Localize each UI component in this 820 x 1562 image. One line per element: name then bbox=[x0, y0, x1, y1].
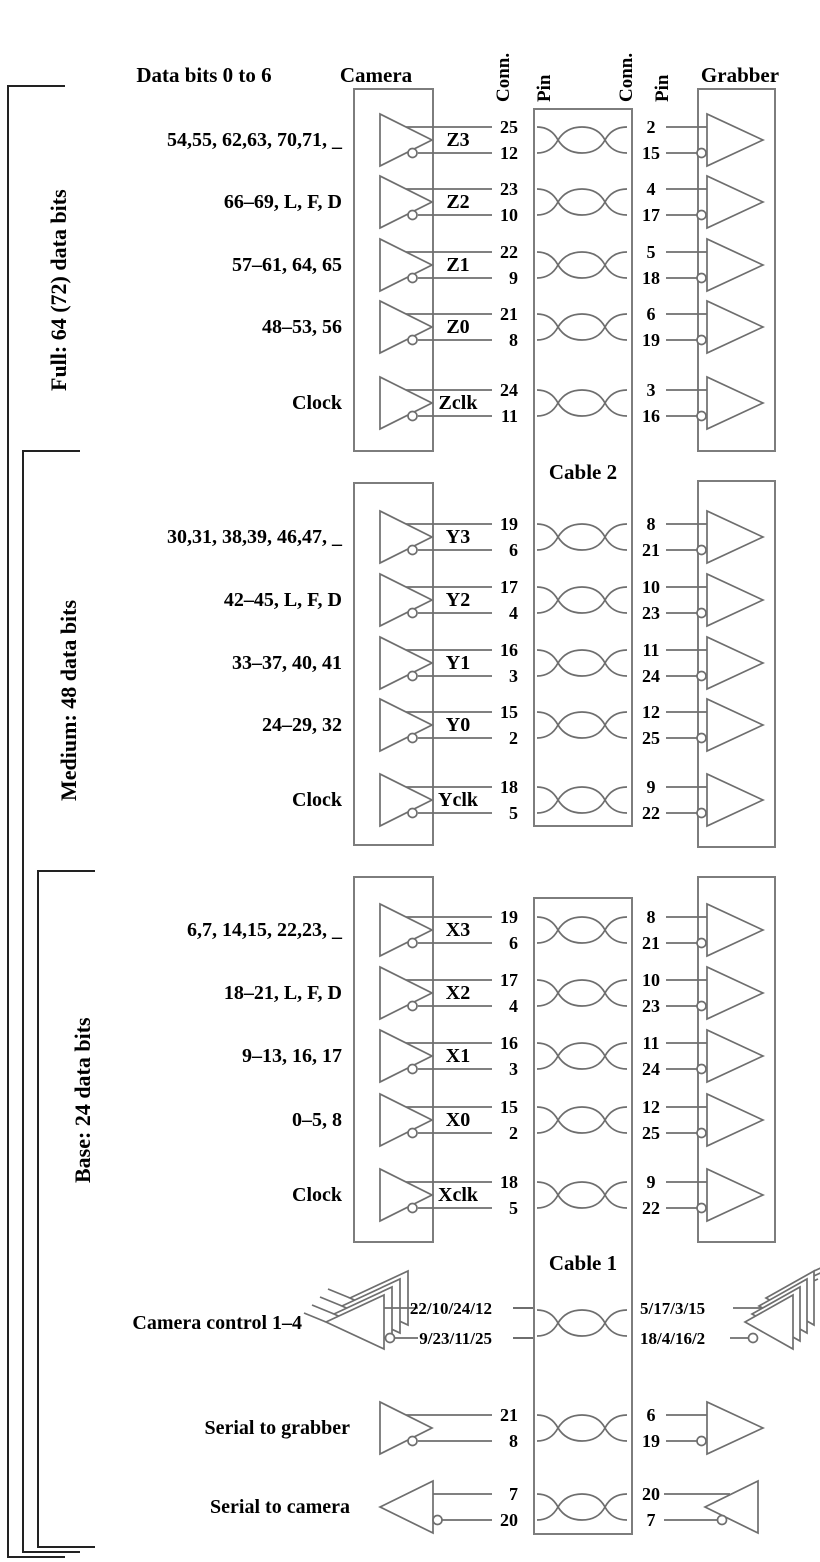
section-label-base: Base: 24 data bits bbox=[70, 1017, 95, 1183]
grabber-pin-bottom-x2: 23 bbox=[642, 996, 660, 1016]
twisted-pair-icon bbox=[537, 975, 627, 1011]
grabber-pin-bottom-z3: 15 bbox=[642, 143, 660, 163]
grabber-pin-top-z1: 5 bbox=[646, 242, 656, 262]
camera-control-buffers-camera-icon bbox=[300, 1268, 442, 1380]
camera-pin-top-x3: 19 bbox=[500, 907, 518, 927]
signal-name-y1: Y1 bbox=[445, 652, 471, 674]
grabber-pin-top-x3: 8 bbox=[646, 907, 656, 927]
signal-name-y3: Y3 bbox=[445, 526, 471, 548]
camera-control-stub-bottom bbox=[513, 1337, 533, 1339]
camera-pin-bottom-y1: 3 bbox=[509, 666, 518, 686]
row-label-y0: 24–29, 32 bbox=[262, 714, 342, 736]
camera-pin-bottom-y3: 6 bbox=[509, 540, 518, 560]
camera-pin-bottom-x0: 2 bbox=[509, 1123, 518, 1143]
signal-name-xclk: Xclk bbox=[438, 1184, 478, 1206]
camera-pin-top-x1: 16 bbox=[500, 1033, 518, 1053]
serial-to-camera-grabber-pin-bottom: 7 bbox=[646, 1510, 656, 1530]
camera-pin-top-y0: 15 bbox=[500, 702, 518, 722]
camera-control-camera-pin-top: 22/10/24/12 bbox=[409, 1299, 492, 1318]
row-label-yclk: Clock bbox=[292, 789, 342, 811]
camera-pin-top-y3: 19 bbox=[500, 514, 518, 534]
signal-name-x2: X2 bbox=[445, 982, 471, 1004]
camera-pin-top-z2: 23 bbox=[500, 179, 518, 199]
twisted-pair-icon bbox=[537, 519, 627, 555]
signal-name-y2: Y2 bbox=[445, 589, 471, 611]
row-label-xclk: Clock bbox=[292, 1184, 342, 1206]
twisted-pair-icon bbox=[537, 122, 627, 158]
grabber-buffer-icon-z2 bbox=[664, 170, 776, 234]
serial-to-camera-camera-pin-bottom: 20 bbox=[500, 1510, 518, 1530]
bracket-full-line bbox=[7, 85, 9, 1558]
grabber-buffer-icon-yclk bbox=[664, 768, 776, 832]
bracket-medium-line bbox=[22, 450, 24, 1553]
serial-to-camera-grabber-pin-top: 20 bbox=[642, 1484, 660, 1504]
signal-name-x3: X3 bbox=[445, 919, 471, 941]
bracket-base-bottom-arm bbox=[37, 1546, 95, 1548]
cable1-label: Cable 1 bbox=[548, 1251, 618, 1275]
twisted-pair-icon bbox=[537, 385, 627, 421]
row-label-x3: 6,7, 14,15, 22,23, _ bbox=[187, 919, 342, 941]
camera-pin-top-xclk: 18 bbox=[500, 1172, 518, 1192]
section-label-medium: Medium: 48 data bits bbox=[56, 599, 81, 801]
grabber-pin-bottom-yclk: 22 bbox=[642, 803, 660, 823]
grabber-buffer-icon-zclk bbox=[664, 371, 776, 435]
camera-pin-bottom-yclk: 5 bbox=[509, 803, 518, 823]
row-label-z0: 48–53, 56 bbox=[262, 316, 342, 338]
grabber-pin-bottom-y1: 24 bbox=[642, 666, 660, 686]
bracket-base-line bbox=[37, 870, 39, 1548]
grabber-buffer-icon-x0 bbox=[664, 1088, 776, 1152]
camera-pin-bottom-z2: 10 bbox=[500, 205, 518, 225]
row-label-x0: 0–5, 8 bbox=[292, 1109, 342, 1131]
grabber-pin-bottom-xclk: 22 bbox=[642, 1198, 660, 1218]
grabber-buffer-icon-xclk bbox=[664, 1163, 776, 1227]
serial-to-camera-label: Serial to camera bbox=[210, 1496, 350, 1518]
camera-pin-top-zclk: 24 bbox=[500, 380, 518, 400]
twisted-pair-icon bbox=[537, 1489, 627, 1525]
twisted-pair-icon bbox=[537, 1102, 627, 1138]
camera-pin-top-z0: 21 bbox=[500, 304, 518, 324]
grabber-pin-top-y0: 12 bbox=[642, 702, 660, 722]
grabber-pin-top-z0: 6 bbox=[646, 304, 656, 324]
camera-pin-bottom-z1: 9 bbox=[509, 268, 518, 288]
serial-to-grabber-camera-pin-bottom: 8 bbox=[509, 1431, 518, 1451]
grabber-pin-top-x1: 11 bbox=[642, 1033, 660, 1053]
camera-pin-bottom-xclk: 5 bbox=[509, 1198, 518, 1218]
header-camera: Camera bbox=[339, 63, 413, 87]
twisted-pair-icon bbox=[537, 1038, 627, 1074]
twisted-pair-icon bbox=[537, 184, 627, 220]
grabber-buffer-icon-y0 bbox=[664, 693, 776, 757]
grabber-pin-top-z2: 4 bbox=[646, 179, 656, 199]
twisted-pair-icon bbox=[537, 707, 627, 743]
camera-pin-top-x0: 15 bbox=[500, 1097, 518, 1117]
grabber-pin-bottom-x1: 24 bbox=[642, 1059, 660, 1079]
grabber-pin-bottom-z0: 19 bbox=[642, 330, 660, 350]
twisted-pair-icon bbox=[537, 782, 627, 818]
grabber-pin-top-x0: 12 bbox=[642, 1097, 660, 1117]
serial-to-grabber-grabber-buffer-icon bbox=[664, 1396, 776, 1460]
grabber-buffer-icon-z3 bbox=[664, 108, 776, 172]
header-pin-left: Pin bbox=[534, 74, 555, 102]
header-conn-left: Conn. bbox=[493, 52, 514, 102]
signal-name-y0: Y0 bbox=[445, 714, 471, 736]
camera-pin-top-yclk: 18 bbox=[500, 777, 518, 797]
camera-pin-bottom-y2: 4 bbox=[509, 603, 518, 623]
signal-name-z2: Z2 bbox=[446, 191, 470, 213]
grabber-buffer-icon-x2 bbox=[664, 961, 776, 1025]
twisted-pair-icon bbox=[537, 1410, 627, 1446]
camera-pin-top-y1: 16 bbox=[500, 640, 518, 660]
row-label-zclk: Clock bbox=[292, 392, 342, 414]
signal-name-zclk: Zclk bbox=[438, 392, 478, 414]
signal-name-yclk: Yclk bbox=[438, 789, 478, 811]
camera-pin-bottom-x1: 3 bbox=[509, 1059, 518, 1079]
serial-to-grabber-grabber-pin-top: 6 bbox=[646, 1405, 656, 1425]
camera-control-buffers-grabber-icon bbox=[705, 1258, 820, 1380]
grabber-buffer-icon-y2 bbox=[664, 568, 776, 632]
grabber-buffer-icon-x3 bbox=[664, 898, 776, 962]
signal-name-z1: Z1 bbox=[446, 254, 470, 276]
grabber-pin-top-yclk: 9 bbox=[646, 777, 656, 797]
twisted-pair-icon bbox=[537, 912, 627, 948]
grabber-pin-top-y1: 11 bbox=[642, 640, 660, 660]
bracket-base-top-arm bbox=[37, 870, 95, 872]
row-label-y1: 33–37, 40, 41 bbox=[232, 652, 342, 674]
bracket-full-top-arm bbox=[7, 85, 65, 87]
row-label-y3: 30,31, 38,39, 46,47, _ bbox=[167, 526, 342, 548]
grabber-pin-top-xclk: 9 bbox=[646, 1172, 656, 1192]
grabber-pin-bottom-y2: 23 bbox=[642, 603, 660, 623]
grabber-pin-bottom-y3: 21 bbox=[642, 540, 660, 560]
section-label-full: Full: 64 (72) data bits bbox=[46, 189, 71, 391]
twisted-pair-icon bbox=[537, 1305, 627, 1341]
camera-pin-top-y2: 17 bbox=[500, 577, 518, 597]
grabber-pin-top-y3: 8 bbox=[646, 514, 656, 534]
twisted-pair-icon bbox=[537, 309, 627, 345]
header-data-bits: Data bits 0 to 6 bbox=[136, 63, 272, 87]
grabber-buffer-icon-z0 bbox=[664, 295, 776, 359]
row-label-y2: 42–45, L, F, D bbox=[223, 589, 342, 611]
camera-pin-bottom-x2: 4 bbox=[509, 996, 518, 1016]
camera-pin-bottom-zclk: 11 bbox=[500, 406, 518, 426]
camera-pin-bottom-x3: 6 bbox=[509, 933, 518, 953]
row-label-z2: 66–69, L, F, D bbox=[223, 191, 342, 213]
bracket-medium-bottom-arm bbox=[22, 1551, 80, 1553]
twisted-pair-icon bbox=[537, 582, 627, 618]
twisted-pair-icon bbox=[537, 645, 627, 681]
grabber-buffer-icon-y3 bbox=[664, 505, 776, 569]
serial-to-grabber-camera-pin-top: 21 bbox=[500, 1405, 518, 1425]
camera-control-camera-pin-bottom: 9/23/11/25 bbox=[419, 1329, 492, 1348]
grabber-pin-bottom-z1: 18 bbox=[642, 268, 660, 288]
header-conn-right: Conn. bbox=[616, 52, 637, 102]
camera-control-grabber-pin-top: 5/17/3/15 bbox=[640, 1299, 706, 1318]
bracket-medium-top-arm bbox=[22, 450, 80, 452]
twisted-pair-icon bbox=[537, 247, 627, 283]
header-grabber: Grabber bbox=[700, 63, 780, 87]
serial-to-grabber-grabber-pin-bottom: 19 bbox=[642, 1431, 660, 1451]
camera-pin-top-z3: 25 bbox=[500, 117, 518, 137]
serial-to-camera-grabber-buffer-icon bbox=[664, 1475, 790, 1539]
grabber-pin-top-zclk: 3 bbox=[646, 380, 656, 400]
grabber-pin-bottom-x3: 21 bbox=[642, 933, 660, 953]
camera-pin-top-z1: 22 bbox=[500, 242, 518, 262]
row-label-z3: 54,55, 62,63, 70,71, _ bbox=[167, 129, 342, 151]
camera-pin-bottom-z3: 12 bbox=[500, 143, 518, 163]
grabber-buffer-icon-z1 bbox=[664, 233, 776, 297]
twisted-pair-icon bbox=[537, 1177, 627, 1213]
signal-name-x0: X0 bbox=[445, 1109, 471, 1131]
signal-name-z3: Z3 bbox=[446, 129, 470, 151]
camera-control-stub-top bbox=[513, 1307, 533, 1309]
grabber-pin-bottom-x0: 25 bbox=[642, 1123, 660, 1143]
signal-name-z0: Z0 bbox=[446, 316, 470, 338]
grabber-pin-top-x2: 10 bbox=[642, 970, 660, 990]
grabber-pin-top-z3: 2 bbox=[646, 117, 656, 137]
grabber-pin-bottom-zclk: 16 bbox=[642, 406, 660, 426]
grabber-buffer-icon-y1 bbox=[664, 631, 776, 695]
header-pin-right: Pin bbox=[652, 74, 673, 102]
camera-pin-bottom-z0: 8 bbox=[509, 330, 518, 350]
row-label-z1: 57–61, 64, 65 bbox=[232, 254, 342, 276]
grabber-pin-bottom-z2: 17 bbox=[642, 205, 660, 225]
row-label-x1: 9–13, 16, 17 bbox=[242, 1045, 342, 1067]
cable2-label: Cable 2 bbox=[548, 460, 618, 484]
grabber-pin-bottom-y0: 25 bbox=[642, 728, 660, 748]
grabber-buffer-icon-x1 bbox=[664, 1024, 776, 1088]
row-label-x2: 18–21, L, F, D bbox=[223, 982, 342, 1004]
camera-control-grabber-pin-bottom: 18/4/16/2 bbox=[640, 1329, 706, 1348]
camera-pin-bottom-y0: 2 bbox=[509, 728, 518, 748]
camera-control-label: Camera control 1–4 bbox=[132, 1312, 302, 1334]
bracket-full-bottom-arm bbox=[7, 1556, 65, 1558]
signal-name-x1: X1 bbox=[445, 1045, 471, 1067]
serial-to-grabber-label: Serial to grabber bbox=[204, 1417, 350, 1439]
serial-to-camera-camera-pin-top: 7 bbox=[509, 1484, 518, 1504]
grabber-pin-top-y2: 10 bbox=[642, 577, 660, 597]
camera-pin-top-x2: 17 bbox=[500, 970, 518, 990]
